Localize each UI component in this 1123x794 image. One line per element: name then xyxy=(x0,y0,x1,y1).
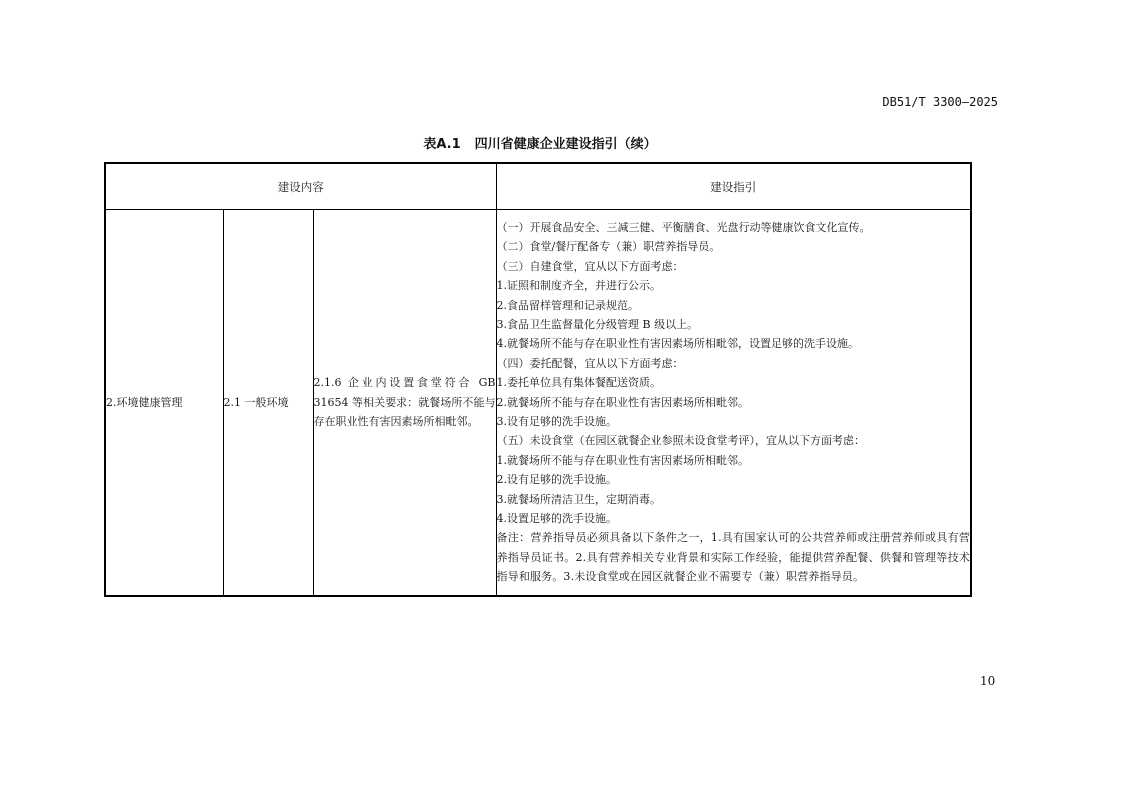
guidance-line: 2.就餐场所不能与存在职业性有害因素场所相毗邻。 xyxy=(496,395,750,409)
guidance-line: （三）自建食堂，宜从以下方面考虑： xyxy=(496,259,684,273)
guidance-line: 1.委托单位具有集体餐配送资质。 xyxy=(496,376,662,390)
guidance-table xyxy=(104,162,972,597)
guidance-line: （五）未设食堂（在园区就餐企业参照未设食堂考评），宜从以下方面考虑： xyxy=(496,434,866,448)
table-title xyxy=(380,133,700,152)
subcategory-cell: 2.1 一般环境 xyxy=(223,210,313,596)
guidance-line: （一）开展食品安全、三减三健、平衡膳食、光盘行动等健康饮食文化宣传。 xyxy=(496,220,871,234)
guidance-line: 3.设有足够的洗手设施。 xyxy=(496,414,618,428)
table-title-text: 四川省健康企业建设指引（续） xyxy=(474,137,657,152)
table-row xyxy=(105,210,971,596)
guidance-line: 3.就餐场所清洁卫生，定期消毒。 xyxy=(496,492,662,506)
guidance-line: （四）委托配餐，宜从以下方面考虑： xyxy=(496,356,684,370)
item-cell: 2.1.6 企业内设置食堂符合 GB 31654 等相关要求：就餐场所不能与存在职业性有害因素场所相毗邻。 xyxy=(313,210,496,596)
guidance-line: 2.设有足够的洗手设施。 xyxy=(496,473,618,487)
guidance-line: 2.食品留样管理和记录规范。 xyxy=(496,298,640,312)
guidance-cell xyxy=(496,210,971,596)
guidance-note: 备注：营养指导员必须具备以下条件之一，1.具有国家认可的公共营养师或注册营养师或具有营养指导员证书。2.具有营养相关专业背景和实际工作经验，能提供营养配餐、供餐和管理等技术指导和服务。3.未设食堂或在园区就餐企业不需要专（兼）职营养指导员。 xyxy=(496,531,971,584)
guidance-line: 4.就餐场所不能与存在职业性有害因素场所相毗邻，设置足够的洗手设施。 xyxy=(496,337,860,351)
guidance-line: 1.就餐场所不能与存在职业性有害因素场所相毗邻。 xyxy=(496,453,750,467)
document-code: DB51/T 3300—2025 xyxy=(882,95,998,109)
column-header-content: 建设内容 xyxy=(105,163,496,210)
guidance-line: 1.证照和制度齐全，并进行公示。 xyxy=(496,279,662,293)
guidance-line: 3.食品卫生监督量化分级管理 B 级以上。 xyxy=(496,317,699,331)
column-header-guidance: 建设指引 xyxy=(496,163,971,210)
page-number: 10 xyxy=(980,674,996,688)
category-cell: 2.环境健康管理 xyxy=(105,210,223,596)
table-number: 表A.1 xyxy=(423,137,461,152)
guidance-line: 4.设置足够的洗手设施。 xyxy=(496,511,618,525)
guidance-line: （二）食堂/餐厅配备专（兼）职营养指导员。 xyxy=(496,240,721,254)
table-header-row xyxy=(105,163,971,210)
